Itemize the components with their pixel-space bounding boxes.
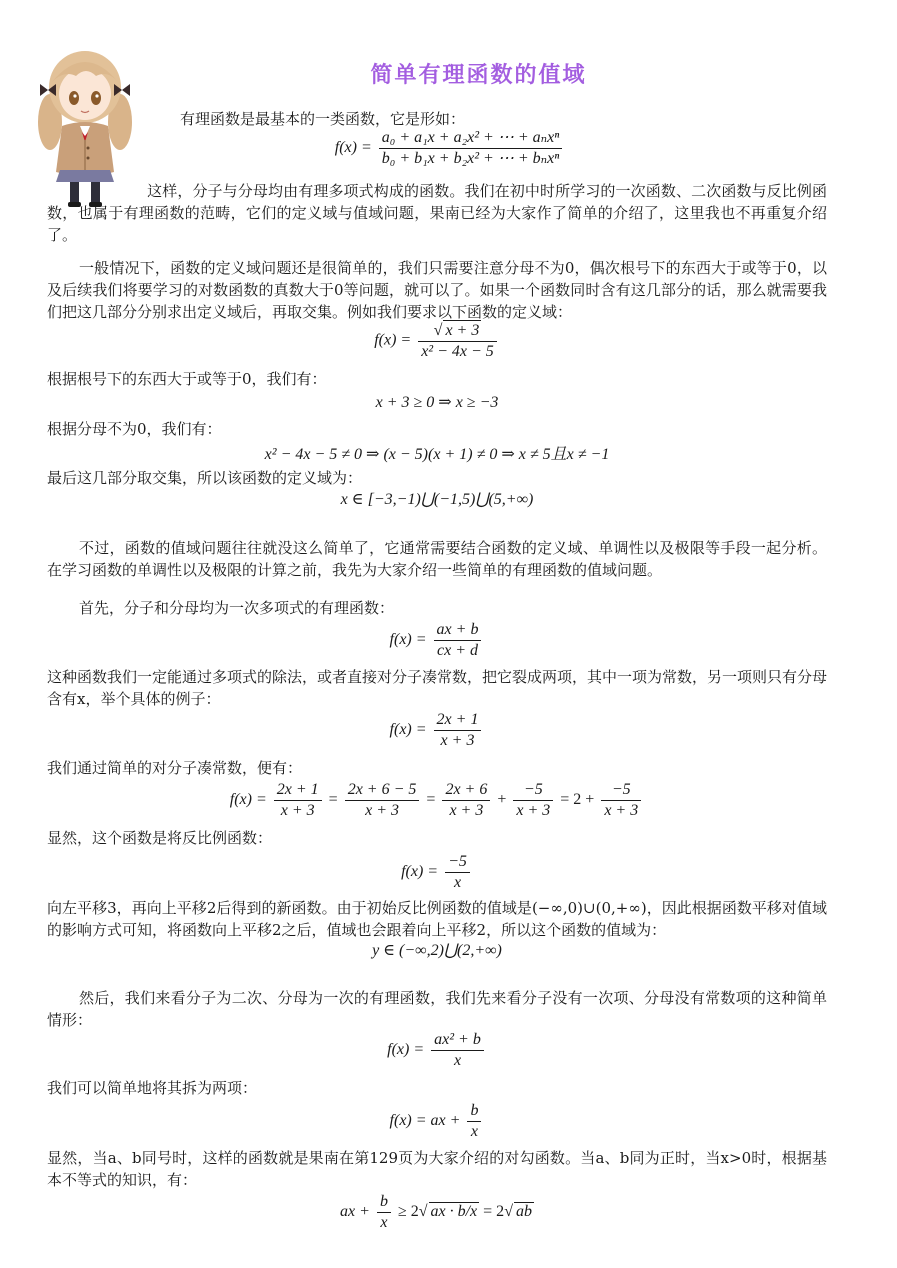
text-obvious: 显然，这个函数是将反比例函数： (47, 829, 273, 847)
eq-middle: = 2 + (560, 791, 595, 809)
fraction-denominator: x + 3 (601, 800, 641, 821)
equation-linear-rational (47, 620, 827, 661)
eq-rhs: = 2 (483, 1203, 505, 1221)
equation-two-terms (47, 1101, 827, 1142)
fraction-numerator: b (470, 1102, 479, 1119)
equation-inequality: ax + $\frac{b}{x}$ ≥ 2√ ax · b/x = 2√ ab (340, 1193, 532, 1231)
eq-lhs: f(x) = (334, 139, 372, 157)
eq-lhs: f(x) = (389, 631, 427, 649)
eq-lhs: f(x) = ax + (389, 1112, 461, 1130)
fraction-denominator: x + 3 (345, 800, 420, 821)
equation-quadratic (47, 1030, 827, 1071)
equation-denominator-condition: x² − 4x − 5 ≠ 0 ⇒ (x − 5)(x + 1) ≠ 0 ⇒ x ≠ 5且x ≠ −1 (264, 446, 610, 463)
fraction-denominator: x + 3 (442, 800, 490, 821)
eq-lhs: f(x) = (229, 791, 267, 809)
equation-example (47, 710, 827, 751)
equation-domain-result: x ∈ [−3,−1)⋃(−1,5)⋃(5,+∞) (340, 491, 534, 508)
paragraph-1-text: 这样，分子与分母均由有理多项式构成的函数。我们在初中时所学习的一次函数、二次函数与反比例函数，也属于有理函数的范畴，它们的定义域与值域问题，果南已经为大家作了简单的介绍了，这里我也不再重复介绍了。 (47, 182, 827, 244)
text-sqrt-condition: 根据根号下的东西大于或等于0，我们有： (47, 370, 327, 388)
eq-lhs: f(x) = (389, 721, 427, 739)
fraction-denominator: x + 3 (434, 730, 482, 751)
fraction-denominator: x (431, 1050, 484, 1071)
fraction-numerator: ax² + b (434, 1031, 481, 1048)
eq-lhs: f(x) = (387, 1041, 425, 1059)
fraction-numerator: ax + b (436, 621, 479, 638)
fraction-numerator: x + 3 (445, 322, 480, 339)
fraction-numerator: −5 (448, 853, 467, 870)
fraction-denominator: x + 3 (274, 800, 322, 821)
equation-sqrt-condition: x + 3 ≥ 0 ⇒ x ≥ −3 (375, 394, 499, 411)
fraction-denominator: b₀ + b₁x + b₂x² + ⋯ + bₙxⁿ (379, 148, 563, 169)
paragraph-7: 然后，我们来看分子为二次、分母为一次的有理函数，我们先来看分子没有一次项、分母没有常数项的这种简单情形： (47, 989, 827, 1029)
text-split: 我们通过简单的对分子凑常数，便有： (47, 759, 303, 777)
eq-lhs: ax + (340, 1203, 370, 1221)
equation-domain-example: f(x) = $\frac{√ x + 3}{\text{x² − 4x − 5}}$ (47, 320, 827, 362)
fraction-denominator: x² − 4x − 5 (418, 341, 497, 362)
fraction-denominator: x (377, 1212, 391, 1233)
fraction-numerator: −5 (523, 781, 543, 798)
fraction-numerator: b (379, 1193, 388, 1210)
text-two-terms: 我们可以简单地将其拆为两项： (47, 1079, 258, 1097)
text-intersection: 最后这几部分取交集，所以该函数的定义域为： (47, 469, 363, 487)
fraction-numerator: 2x + 6 (445, 781, 488, 798)
fraction-numerator: −5 (611, 781, 631, 798)
fraction-numerator: 2x + 6 − 5 (347, 781, 417, 798)
fraction-numerator: 2x + 1 (276, 781, 319, 798)
fraction-denominator: x (445, 872, 470, 893)
radicand-2: ab (515, 1203, 532, 1221)
fraction-denominator: cx + d (434, 640, 482, 661)
intro-text: 有理函数是最基本的一类函数，它是形如： (180, 110, 466, 128)
fraction-denominator: x (467, 1121, 481, 1142)
equation-split: f(x) = $\frac{2x + 1}{x + 3}$ = $\frac{2x + 6 - 5}{x + 3}$ = $\frac{2x + 6}{x + 3}$ + $\frac{-5}{x + 3}$ = 2 + $\frac{-5}{x + 3}$ (47, 780, 827, 821)
paragraph-6: 向左平移3，再向上平移2后得到的新函数。由于初始反比例函数的值域是(−∞,0)∪(0,+∞)，因此根据函数平移对值域的影响方式可知，将函数向上平移2之后，值域也会跟着向上平移2，所以这个函数的值域为： (47, 899, 827, 939)
equation-range-result: y ∈ (−∞,2)⋃(2,+∞) (372, 942, 502, 959)
eq-middle: ≥ 2 (397, 1203, 419, 1221)
fraction-denominator: x + 3 (513, 800, 553, 821)
paragraph-1 (47, 180, 827, 246)
paragraph-8: 显然，当a、b同号时，这样的函数就是果南在第129页为大家介绍的对勾函数。当a、b同为正时，当x>0时，根据基本不等式的知识，有： (47, 1149, 827, 1189)
fraction-numerator: a₀ + a₁x + a₂x² + ⋯ + aₙxⁿ (381, 129, 560, 146)
paragraph-5: 这种函数我们一定能通过多项式的除法，或者直接对分子凑常数，把它裂成两项，其中一项为常数，另一项则只有分母含有x，举个具体的例子： (47, 668, 828, 708)
paragraph-4: 首先，分子和分母均为一次多项式的有理函数： (79, 599, 395, 617)
eq-lhs: f(x) = (374, 331, 412, 349)
text-denominator-condition: 根据分母不为0，我们有： (47, 420, 222, 438)
equation-general-form (140, 128, 760, 169)
equation-inverse (47, 852, 827, 893)
paragraph-2: 一般情况下，函数的定义域问题还是很简单的，我们只需要注意分母不为0，偶次根号下的东西大于或等于0，以及后续我们将要学习的对数函数的真数大于0等问题，就可以了。如果一个函数同时含有这几部分的话，那么就需要我们把这几部分分别求出定义域后，再取交集。例如我们要求以下函数的定义域： (47, 259, 827, 321)
radicand-1: ax · b/x (430, 1203, 478, 1221)
eq-lhs: f(x) = (401, 863, 439, 881)
page-title: 简单有理函数的值域 (370, 62, 587, 88)
fraction-numerator: 2x + 1 (436, 711, 479, 728)
paragraph-3: 不过，函数的值域问题往往就没这么简单了，它通常需要结合函数的定义域、单调性以及极限等手段一起分析。在学习函数的单调性以及极限的计算之前，我先为大家介绍一些简单的有理函数的值域问题。 (47, 539, 827, 579)
